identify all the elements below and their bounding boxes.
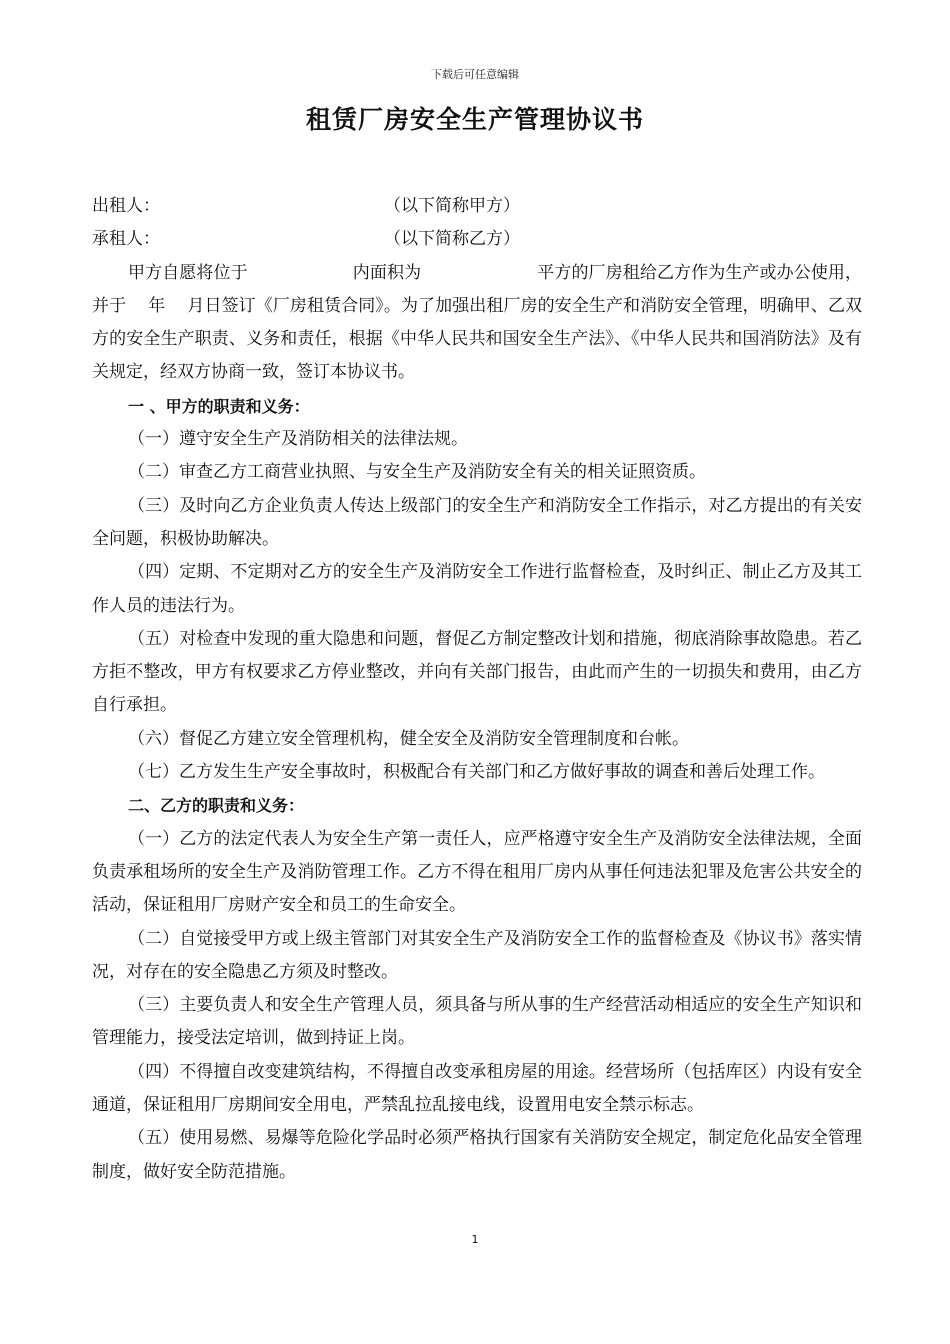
section-1-heading: 一 、甲方的职责和义务：	[128, 396, 310, 416]
lessor-row	[92, 190, 862, 223]
intro-part-3: 平方的厂房租给乙方作为生产或办公使用，并于	[92, 262, 863, 316]
lessor-label: 出租人：	[92, 196, 160, 216]
page-number: 1	[471, 1233, 479, 1246]
intro-part-4: 年	[148, 295, 166, 316]
section-1-item: （二）审查乙方工商营业执照、与安全生产及消防安全有关的相关证照资质。	[128, 462, 706, 483]
document-body	[92, 190, 862, 1189]
section-1-item: （七）乙方发生生产安全事故时，积极配合有关部门和乙方做好事故的调查和善后处理工作。	[128, 762, 825, 783]
section-2-item: （三）主要负责人和安全生产管理人员，须具备与所从事的生产经营活动相适应的安全生产知识和管理能力，接受法定培训，做到持证上岗。	[92, 995, 862, 1049]
section-1-item: （一）遵守安全生产及消防相关的法律法规。	[128, 429, 468, 450]
section-1-item: （三）及时向乙方企业负责人传达上级部门的安全生产和消防安全工作指示，对乙方提出的有关安全问题，积极协助解决。	[92, 495, 862, 549]
intro-part-6: 日签订《厂房租赁合同》。为了加强出租厂房的安全生产和消防安全管理，明确甲、乙双方的安全生产职责、义务和责任，根据《中华人民共和国安全生产法》、《中华人民共和国消防法》及有关规定，经双方协商一致，签订本协议书。	[92, 295, 863, 383]
lessee-suffix: （以下简称乙方）	[384, 229, 520, 250]
lessee-row	[92, 223, 862, 256]
header-note: 下载后可任意编辑	[431, 68, 519, 81]
document-title: 租赁厂房安全生产管理协议书	[305, 105, 644, 134]
lessee-label: 承租人：	[92, 229, 160, 250]
section-1-item: （六）督促乙方建立安全管理机构，健全安全及消防安全管理制度和台帐。	[128, 728, 689, 749]
section-2-heading: 二、乙方的职责和义务：	[128, 796, 305, 816]
intro-part-5: 月	[187, 295, 205, 316]
intro-paragraph	[92, 257, 862, 390]
section-2-item: （四）不得擅自改变建筑结构，不得擅自改变承租房屋的用途。经营场所（包括库区）内设有安全通道，保证租用厂房期间安全用电，严禁乱拉乱接电线，设置用电安全禁示标志。	[92, 1061, 862, 1116]
section-2-item: （二）自觉接受甲方或上级主管部门对其安全生产及消防安全工作的监督检查及《协议书》落实情况，对存在的安全隐患乙方须及时整改。	[92, 928, 862, 982]
lessor-suffix: （以下简称甲方）	[384, 196, 520, 216]
intro-part-1: 甲方自愿将位于	[128, 262, 248, 283]
section-2-item: （五）使用易燃、易爆等危险化学品时必须严格执行国家有关消防安全规定，制定危化品安全管理制度，做好安全防范措施。	[92, 1128, 862, 1182]
intro-part-2: 内面积为	[352, 262, 422, 283]
section-1-item: （四）定期、不定期对乙方的安全生产及消防安全工作进行监督检查，及时纠正、制止乙方及其工作人员的违法行为。	[92, 562, 862, 616]
section-2-item: （一）乙方的法定代表人为安全生产第一责任人，应严格遵守安全生产及消防安全法律法规，全面负责承租场所的安全生产及消防管理工作。乙方不得在租用厂房内从事任何违法犯罪及危害公共安全的活动，保证租用厂房财产安全和员工的生命安全。	[92, 828, 862, 916]
section-1-item: （五）对检查中发现的重大隐患和问题，督促乙方制定整改计划和措施，彻底消除事故隐患。若乙方拒不整改，甲方有权要求乙方停业整改，并向有关部门报告，由此而产生的一切损失和费用，由乙方自行承担。	[92, 628, 862, 716]
